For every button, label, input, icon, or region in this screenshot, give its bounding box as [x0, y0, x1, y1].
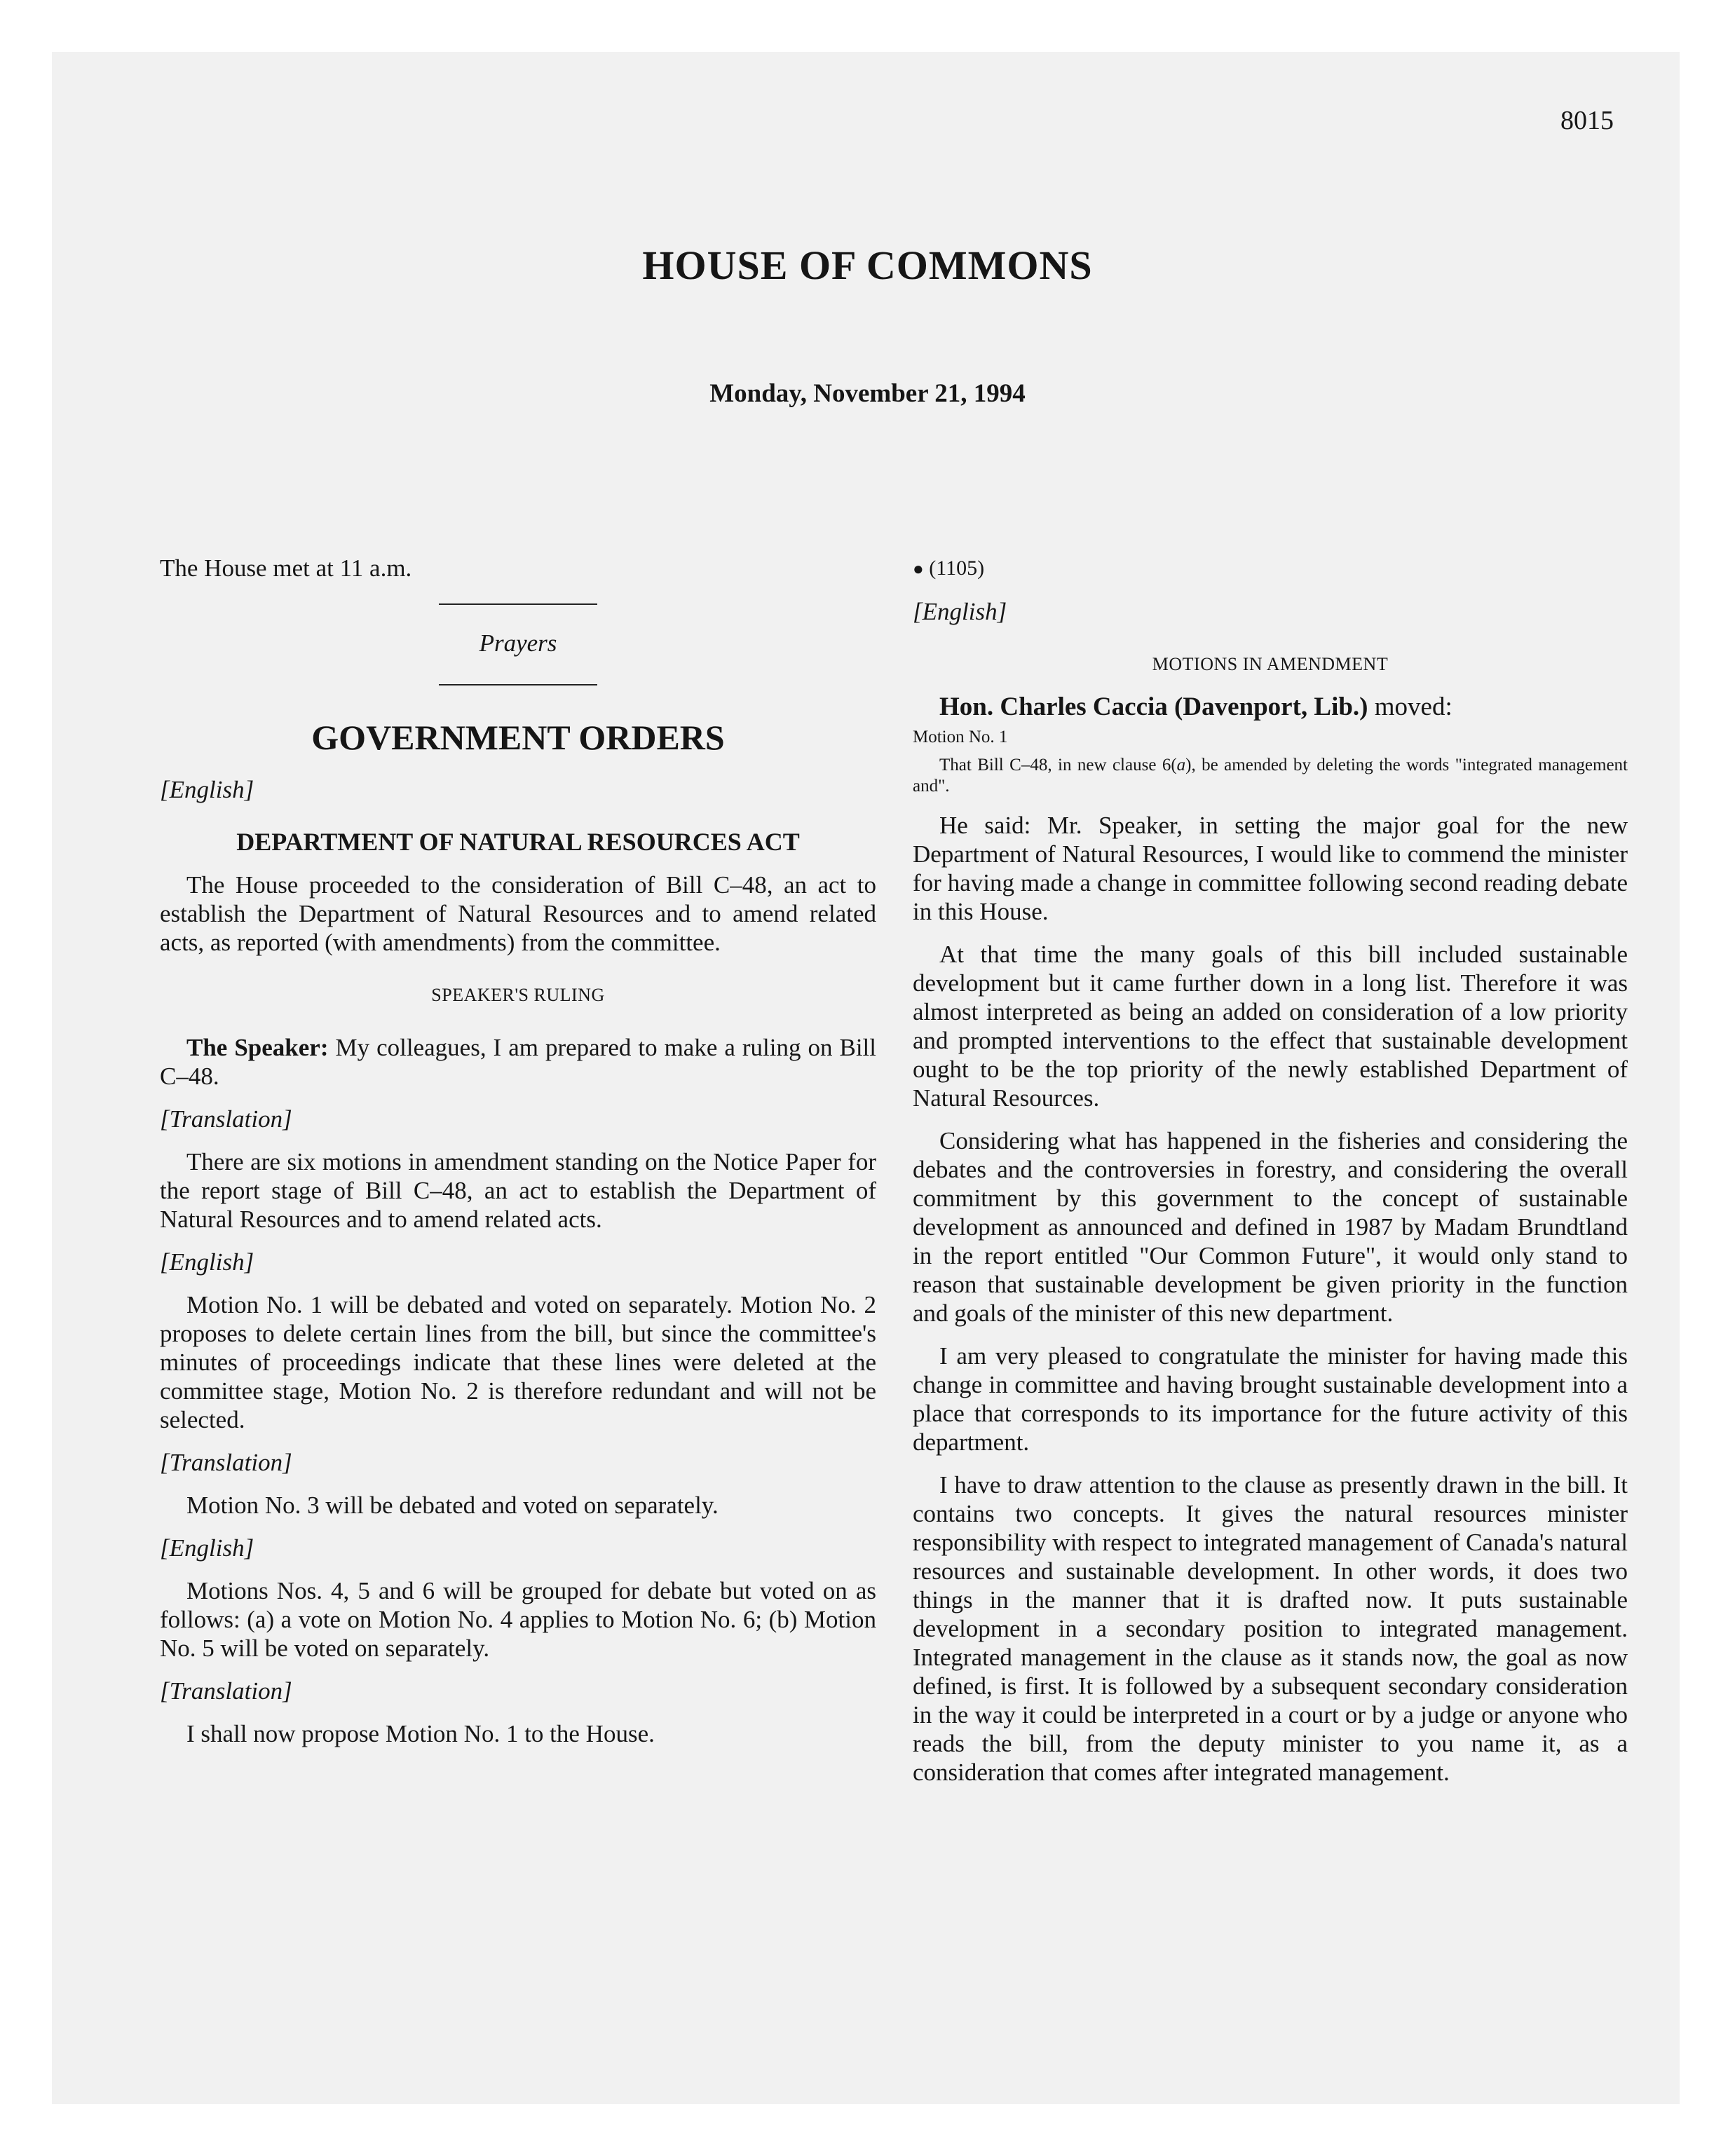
- section-heading: GOVERNMENT ORDERS: [311, 718, 725, 757]
- language-tag: [Translation]: [160, 1105, 292, 1133]
- paragraph: There are six motions in amendment standing on the Notice Paper for the report stage of Bill C–48, an act to establish the Department of Natural Resources and to amend related acts.: [160, 1148, 876, 1233]
- mover-tail: moved:: [1368, 692, 1452, 721]
- divider-rule: [439, 684, 597, 685]
- mover-line: [913, 692, 1628, 721]
- speaker-text: My colleagues, I am prepared to make a ruling on Bill C–48.: [160, 1034, 876, 1090]
- left-column: [160, 554, 876, 1748]
- motion-text-italic: a: [1176, 756, 1186, 775]
- paragraph: Considering what has happened in the fisheries and considering the debates and the controversies in forestry, and considering the overall commitment by this government to the concept of sustainable development as announced and defined in 1987 by Madam Brundtland in the report entitled "Our Common Future", it would only stand to reason that sustainable development be given priority in the function and goals of the minister of this new department.: [913, 1127, 1628, 1327]
- paragraph: At that time the many goals of this bill included sustainable development but it came further down in a long list. Therefore it was almost interpreted as being an added on consideration of a low priority and prompted interventions to the effect that sustainable development ought to be the top priority of the newly established Department of Natural Resources.: [913, 941, 1628, 1112]
- bullet-icon: ●: [913, 559, 924, 579]
- paragraph: Motion No. 3 will be debated and voted on separately.: [186, 1492, 719, 1519]
- time-stamp: (1105): [929, 557, 985, 580]
- sitting-date: Monday, November 21, 1994: [709, 379, 1026, 408]
- language-tag: [Translation]: [160, 1677, 292, 1705]
- right-column: [913, 554, 1628, 1787]
- time-marker: [913, 554, 1628, 583]
- language-tag: [English]: [160, 1534, 254, 1562]
- language-tag: [Translation]: [160, 1449, 292, 1476]
- speaker-paragraph: [160, 1033, 876, 1091]
- page-number: 8015: [1560, 106, 1614, 135]
- house-met-line: The House met at 11 a.m.: [160, 554, 412, 582]
- language-tag: [English]: [160, 1248, 254, 1276]
- paragraph: I shall now propose Motion No. 1 to the House.: [186, 1720, 655, 1747]
- paragraph: He said: Mr. Speaker, in setting the major goal for the new Department of Natural Resources, I would like to commend the minister for having made a change in committee following second reading debate in this House.: [913, 812, 1628, 925]
- divider-rule: [439, 603, 597, 605]
- motion-label: Motion No. 1: [913, 728, 1008, 746]
- motion-text-part: ), be amended by deleting the words "integrated management and".: [913, 756, 1628, 796]
- subsection-heading: DEPARTMENT OF NATURAL RESOURCES ACT: [236, 828, 800, 856]
- speakers-ruling-heading: SPEAKER'S RULING: [431, 985, 605, 1005]
- paragraph: I have to draw attention to the clause as presently drawn in the bill. It contains two concepts. It gives the natural resources minister responsibility with respect to integrated management of Canada's natural resources and sustainable development. In other words, it does two things in the manner that it is drafted now. It puts sustainable development in a secondary position to integrated management. Integrated management in the clause as it stands now, the goal as now defined, is first. It is followed by a subsequent secondary consideration in the way it could be interpreted in a court or by a judge or anyone who reads the bill, from the deputy minister to you name it, as a consideration that comes after integrated management.: [913, 1471, 1628, 1786]
- language-tag: [English]: [913, 598, 1007, 625]
- speaker-name: The Speaker:: [186, 1034, 329, 1061]
- mover-name: Hon. Charles Caccia (Davenport, Lib.): [939, 692, 1368, 721]
- paragraph: Motion No. 1 will be debated and voted on separately. Motion No. 2 proposes to delete certain lines from the bill, but since the committee's minutes of proceedings indicate that these lines were deleted at the committee stage, Motion No. 2 is therefore redundant and will not be selected.: [160, 1291, 876, 1433]
- language-tag: [English]: [160, 776, 254, 803]
- motion-text: [913, 755, 1628, 797]
- paragraph: I am very pleased to congratulate the minister for having made this change in committee and having brought sustainable development into a place that corresponds to its importance for the future activity of this department.: [913, 1342, 1628, 1456]
- prayers-heading: Prayers: [479, 629, 557, 657]
- document-title: HOUSE OF COMMONS: [642, 243, 1093, 288]
- paragraph: The House proceeded to the consideration of Bill C–48, an act to establish the Department of Natural Resources and to amend related acts, as reported (with amendments) from the committee.: [160, 871, 876, 956]
- motions-heading: MOTIONS IN AMENDMENT: [1152, 654, 1389, 674]
- motion-text-part: That Bill C–48, in new clause 6(: [939, 756, 1177, 775]
- paragraph: Motions Nos. 4, 5 and 6 will be grouped for debate but voted on as follows: (a) a vote on Motion No. 4 applies to Motion No. 6; (b) Motion No. 5 will be voted on separately.: [160, 1577, 876, 1662]
